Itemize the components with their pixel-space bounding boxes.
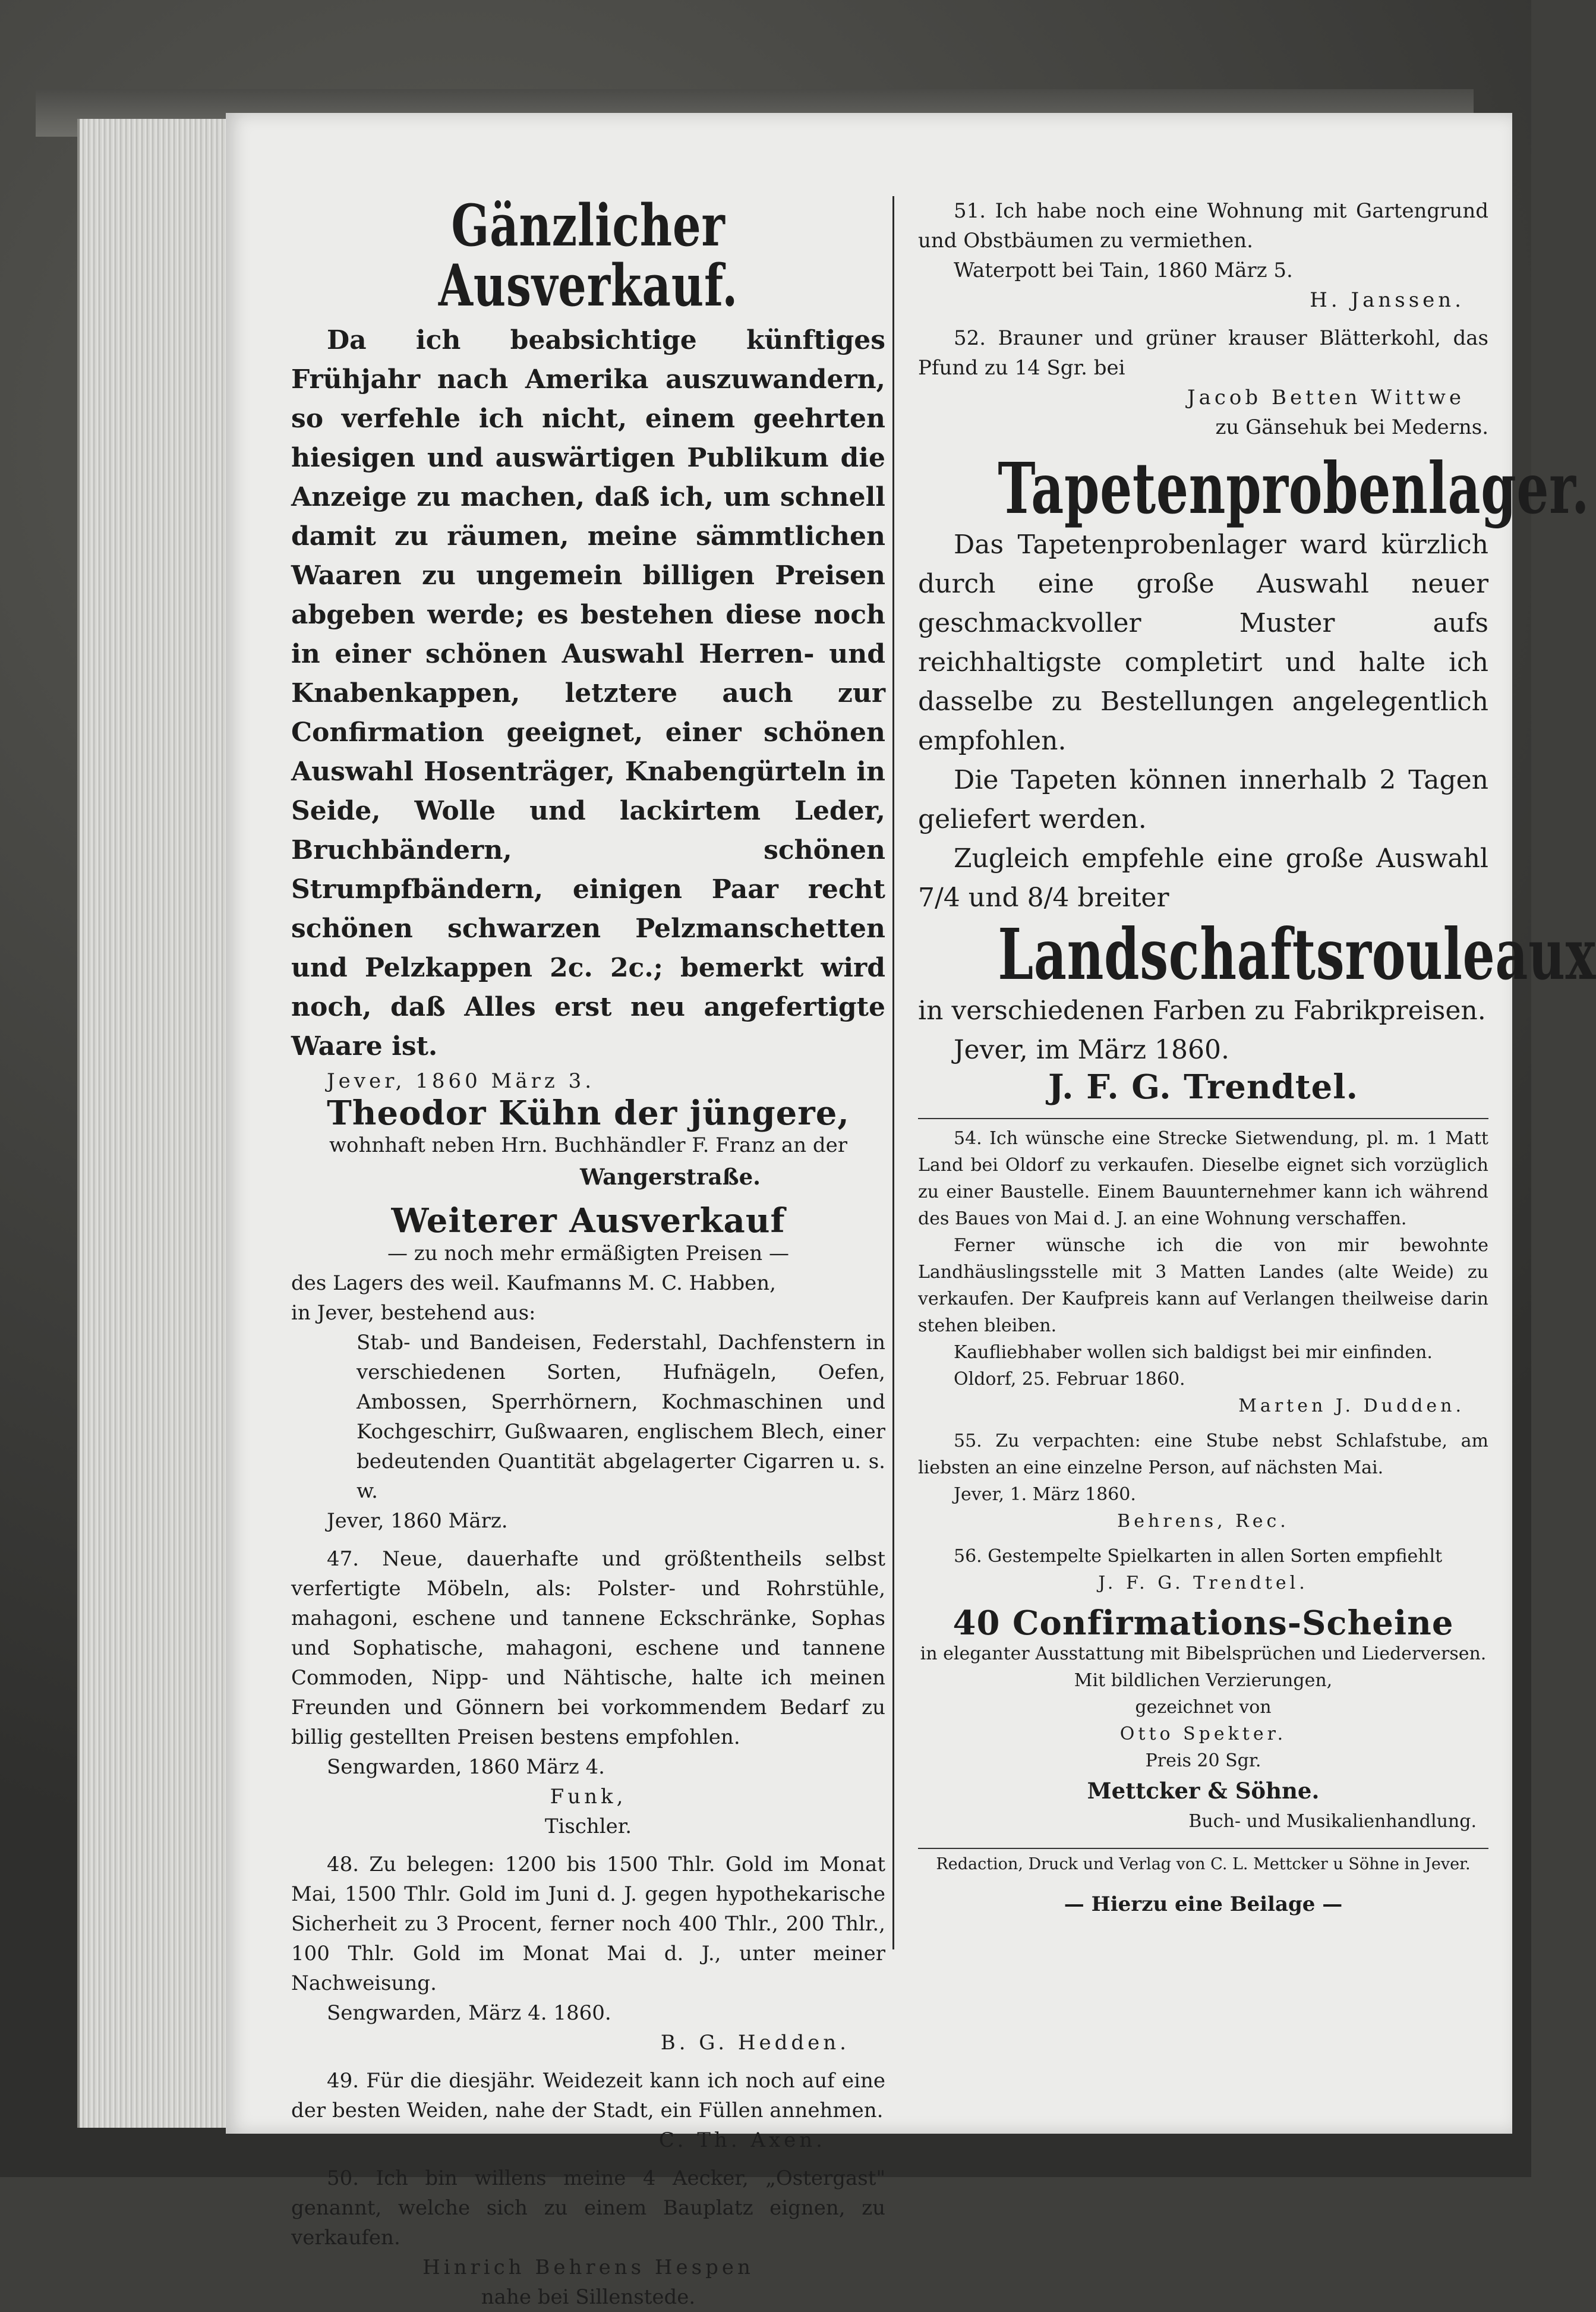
ad-54 [918,1125,1488,1419]
artist: Otto Spekter. [1119,1724,1287,1745]
ad-50 [291,2163,885,2312]
ad-body: Da ich beabsichtige künftiges Frühjahr nach Amerika auszuwandern, so verfehle ich nicht, einem geehrten hiesigen und auswärtigen Publikum die Anzeige zu machen, daß ich, um schnell damit zu räumen, meine sämmtlichen Waaren zu ungemein billigen Preisen abgeben werde; es bestehen diese noch in einer schönen Auswahl Herren- und Knabenkappen, letztere auch zur Confirmation geeignet, einer schönen Auswahl Hosenträger, Knabengürteln in Seide, Wolle und lackirtem Leder, Bruchbändern, schönen Strumpfbändern, einigen Paar recht schönen schwarzen Pelzmanschetten und Pelzkappen 2c. 2c.; bemerkt wird noch, daß Alles erst neu angefertigte Waare ist. [291,325,885,1061]
signer: Theodor Kühn der jüngere, [327,1093,850,1133]
signer-address: nahe bei Sillenstede. [481,2285,696,2310]
ad-subtitle: — zu noch mehr ermäßigten Preisen — [387,1242,789,1266]
separator-rule [918,1848,1488,1849]
firm-name: Mettcker & Söhne. [1087,1778,1320,1804]
ad-text: Ferner wünsche ich die von mir bewohnte Landhäuslingsstelle mit 3 Matten Landes (alte Weide) zu verkaufen. Der Kaufpreis kann auf Verlangen theilweise darin stehen bleiben. [918,1234,1488,1336]
ad-list: Stab- und Bandeisen, Federstahl, Dachfenstern in verschiedenen Sorten, Hufnägeln, Oefen, Ambossen, Sperrhörnern, Kochmaschinen und Kochgeschirr, Gußwaaren, englischem Blech, einer bedeutenden Quantität abgelagerter Cigarren u. s. w. [357,1331,885,1504]
ad-weiterer-ausverkauf [291,1201,885,1536]
ad-body: Das Tapetenprobenlager ward kürzlich durch eine große Auswahl neuer geschmackvoller Muster aufs reichhaltigste completirt und halte ich dasselbe zu Bestellungen angelegentlich empfohlen. [918,529,1488,756]
ad-52 [918,323,1488,442]
column-divider [892,196,894,1949]
ad-line: in Jever, bestehend aus: [291,1301,536,1325]
place-date: Oldorf, 25. Februar 1860. [954,1368,1185,1390]
ad-text: 47. Neue, dauerhafte und größtentheils selbst verfertigte Möbeln, als: Polster- und Rohrstühle, mahagoni, eschene und tannene Eckschränke, Sophas und Sophatische, mahagoni, eschene und tannene Commoden, Nipp- und Nähtische, halte ich meinen Freunden und Gönnern bei vorkommendem Bedarf zu billig gestellten Preisen bestens empfohlen. [291,1547,885,1750]
ad-47 [291,1544,885,1841]
ad-confirmations-scheine [918,1603,1488,1835]
ad-title-rouleaux: Landschaftsrouleaux [998,912,1596,996]
signer: Behrens, Rec. [1117,1510,1289,1532]
ad-51 [918,196,1488,315]
ad-text: 50. Ich bin willens meine 4 Aecker, „Ostergast" genannt, welche sich zu einem Bauplatz eignen, zu verkaufen. [291,2166,885,2250]
signer-address: zu Gänsehuk bei Mederns. [1215,415,1488,439]
signer: J. F. G. Trendtel. [1098,1572,1308,1593]
ad-tapetenprobenlager [918,447,1596,1107]
ad-line: gezeichnet von [1135,1697,1272,1718]
ad-body: in verschiedenen Farben zu Fabrikpreisen. [918,995,1486,1026]
place-date: Sengwarden, März 4. 1860. [327,2001,611,2026]
newspaper-page [226,113,1596,2310]
signer-address: wohnhaft neben Hrn. Buchhändler F. Franz an der [329,1133,848,1158]
ad-ausverkauf [291,192,885,1194]
right-column [918,196,1596,1919]
ad-text: Kaufliebhaber wollen sich baldigst bei mir einfinden. [954,1341,1433,1363]
imprint: Redaction, Druck und Verlag von C. L. Mettcker u Söhne in Jever. [936,1855,1471,1874]
separator-rule [918,1118,1488,1119]
place-date: Jever, im März 1860. [954,1034,1229,1065]
ad-text: 54. Ich wünsche eine Strecke Sietwendung, pl. m. 1 Matt Land bei Oldorf zu verkaufen. Dieselbe eignet sich vorzüglich zu einer Baustelle. Einem Bauunternehmer kann ich während des Baues von Mai d. J. an eine Wohnung verschaffen. [918,1127,1488,1229]
place-date: Waterpott bei Tain, 1860 März 5. [954,259,1293,282]
street-name: Wangerstraße. [579,1164,761,1190]
price: Preis 20 Sgr. [1145,1750,1261,1772]
signer: Marten J. Dudden. [1238,1395,1465,1416]
ad-text: 52. Brauner und grüner krauser Blätterkohl, das Pfund zu 14 Sgr. bei [918,326,1488,380]
signer: C. Th. Axen. [658,2128,826,2153]
signer: Jacob Betten Wittwe [1187,386,1465,410]
ad-title: Tapetenprobenlager. [998,447,1590,530]
ad-title: Weiterer Ausverkauf [391,1201,786,1241]
place-date: Jever, 1. März 1860. [954,1483,1136,1505]
signer-role: Tischler. [544,1815,632,1839]
ad-text: 55. Zu verpachten: eine Stube nebst Schlafstube, am liebsten an eine einzelne Person, auf nächsten Mai. [918,1430,1488,1478]
ad-56 [918,1543,1488,1596]
ad-text: 48. Zu belegen: 1200 bis 1500 Thlr. Gold im Monat Mai, 1500 Thlr. Gold im Juni d. J. gegen hypothekarische Sicherheit zu 3 Procent, ferner noch 400 Thlr., 200 Thlr., 100 Thlr. Gold im Monat Mai d. J., unter meiner Nachweisung. [291,1853,885,1996]
signer: J. F. G. Trendtel. [1048,1067,1358,1107]
left-column [291,192,885,2312]
ad-55 [918,1428,1488,1535]
ad-title: 40 Confirmations-Scheine [952,1603,1454,1643]
ad-body: in eleganter Ausstattung mit Bibelsprüchen und Liederversen. Mit bildlichen Verzierungen, [920,1643,1487,1692]
ad-text: 49. Für die diesjähr. Weidezeit kann ich noch auf eine der besten Weiden, nahe der Stadt, ein Füllen annehmen. [291,2069,885,2123]
book-page-edges [77,119,234,2128]
ad-body: Die Tapeten können innerhalb 2 Tagen geliefert werden. [918,764,1488,834]
ad-text: 51. Ich habe noch eine Wohnung mit Gartengrund und Obstbäumen zu vermiethen. [918,199,1488,253]
ad-body: Zugleich empfehle eine große Auswahl 7/4 und 8/4 breiter [918,843,1488,913]
ad-49 [291,2066,885,2155]
signer: B. G. Hedden. [660,2031,850,2055]
place-date: Jever, 1860 März 3. [327,1069,595,1093]
ad-48 [291,1850,885,2058]
place-date: Jever, 1860 März. [327,1509,508,1533]
ad-text: 56. Gestempelte Spielkarten in allen Sorten empfiehlt [954,1545,1443,1567]
signer: Hinrich Behrens Hespen [422,2256,754,2280]
firm-description: Buch- und Musikalienhandlung. [1188,1811,1477,1832]
place-date: Sengwarden, 1860 März 4. [327,1755,605,1779]
ad-line: des Lagers des weil. Kaufmanns M. C. Habben, [291,1271,776,1296]
supplement-note: — Hierzu eine Beilage — [1064,1892,1343,1917]
ad-title: Gänzlicher Ausverkauf. [438,192,739,319]
signer: H. Janssen. [1310,288,1465,312]
signer: Funk, [550,1785,627,1809]
